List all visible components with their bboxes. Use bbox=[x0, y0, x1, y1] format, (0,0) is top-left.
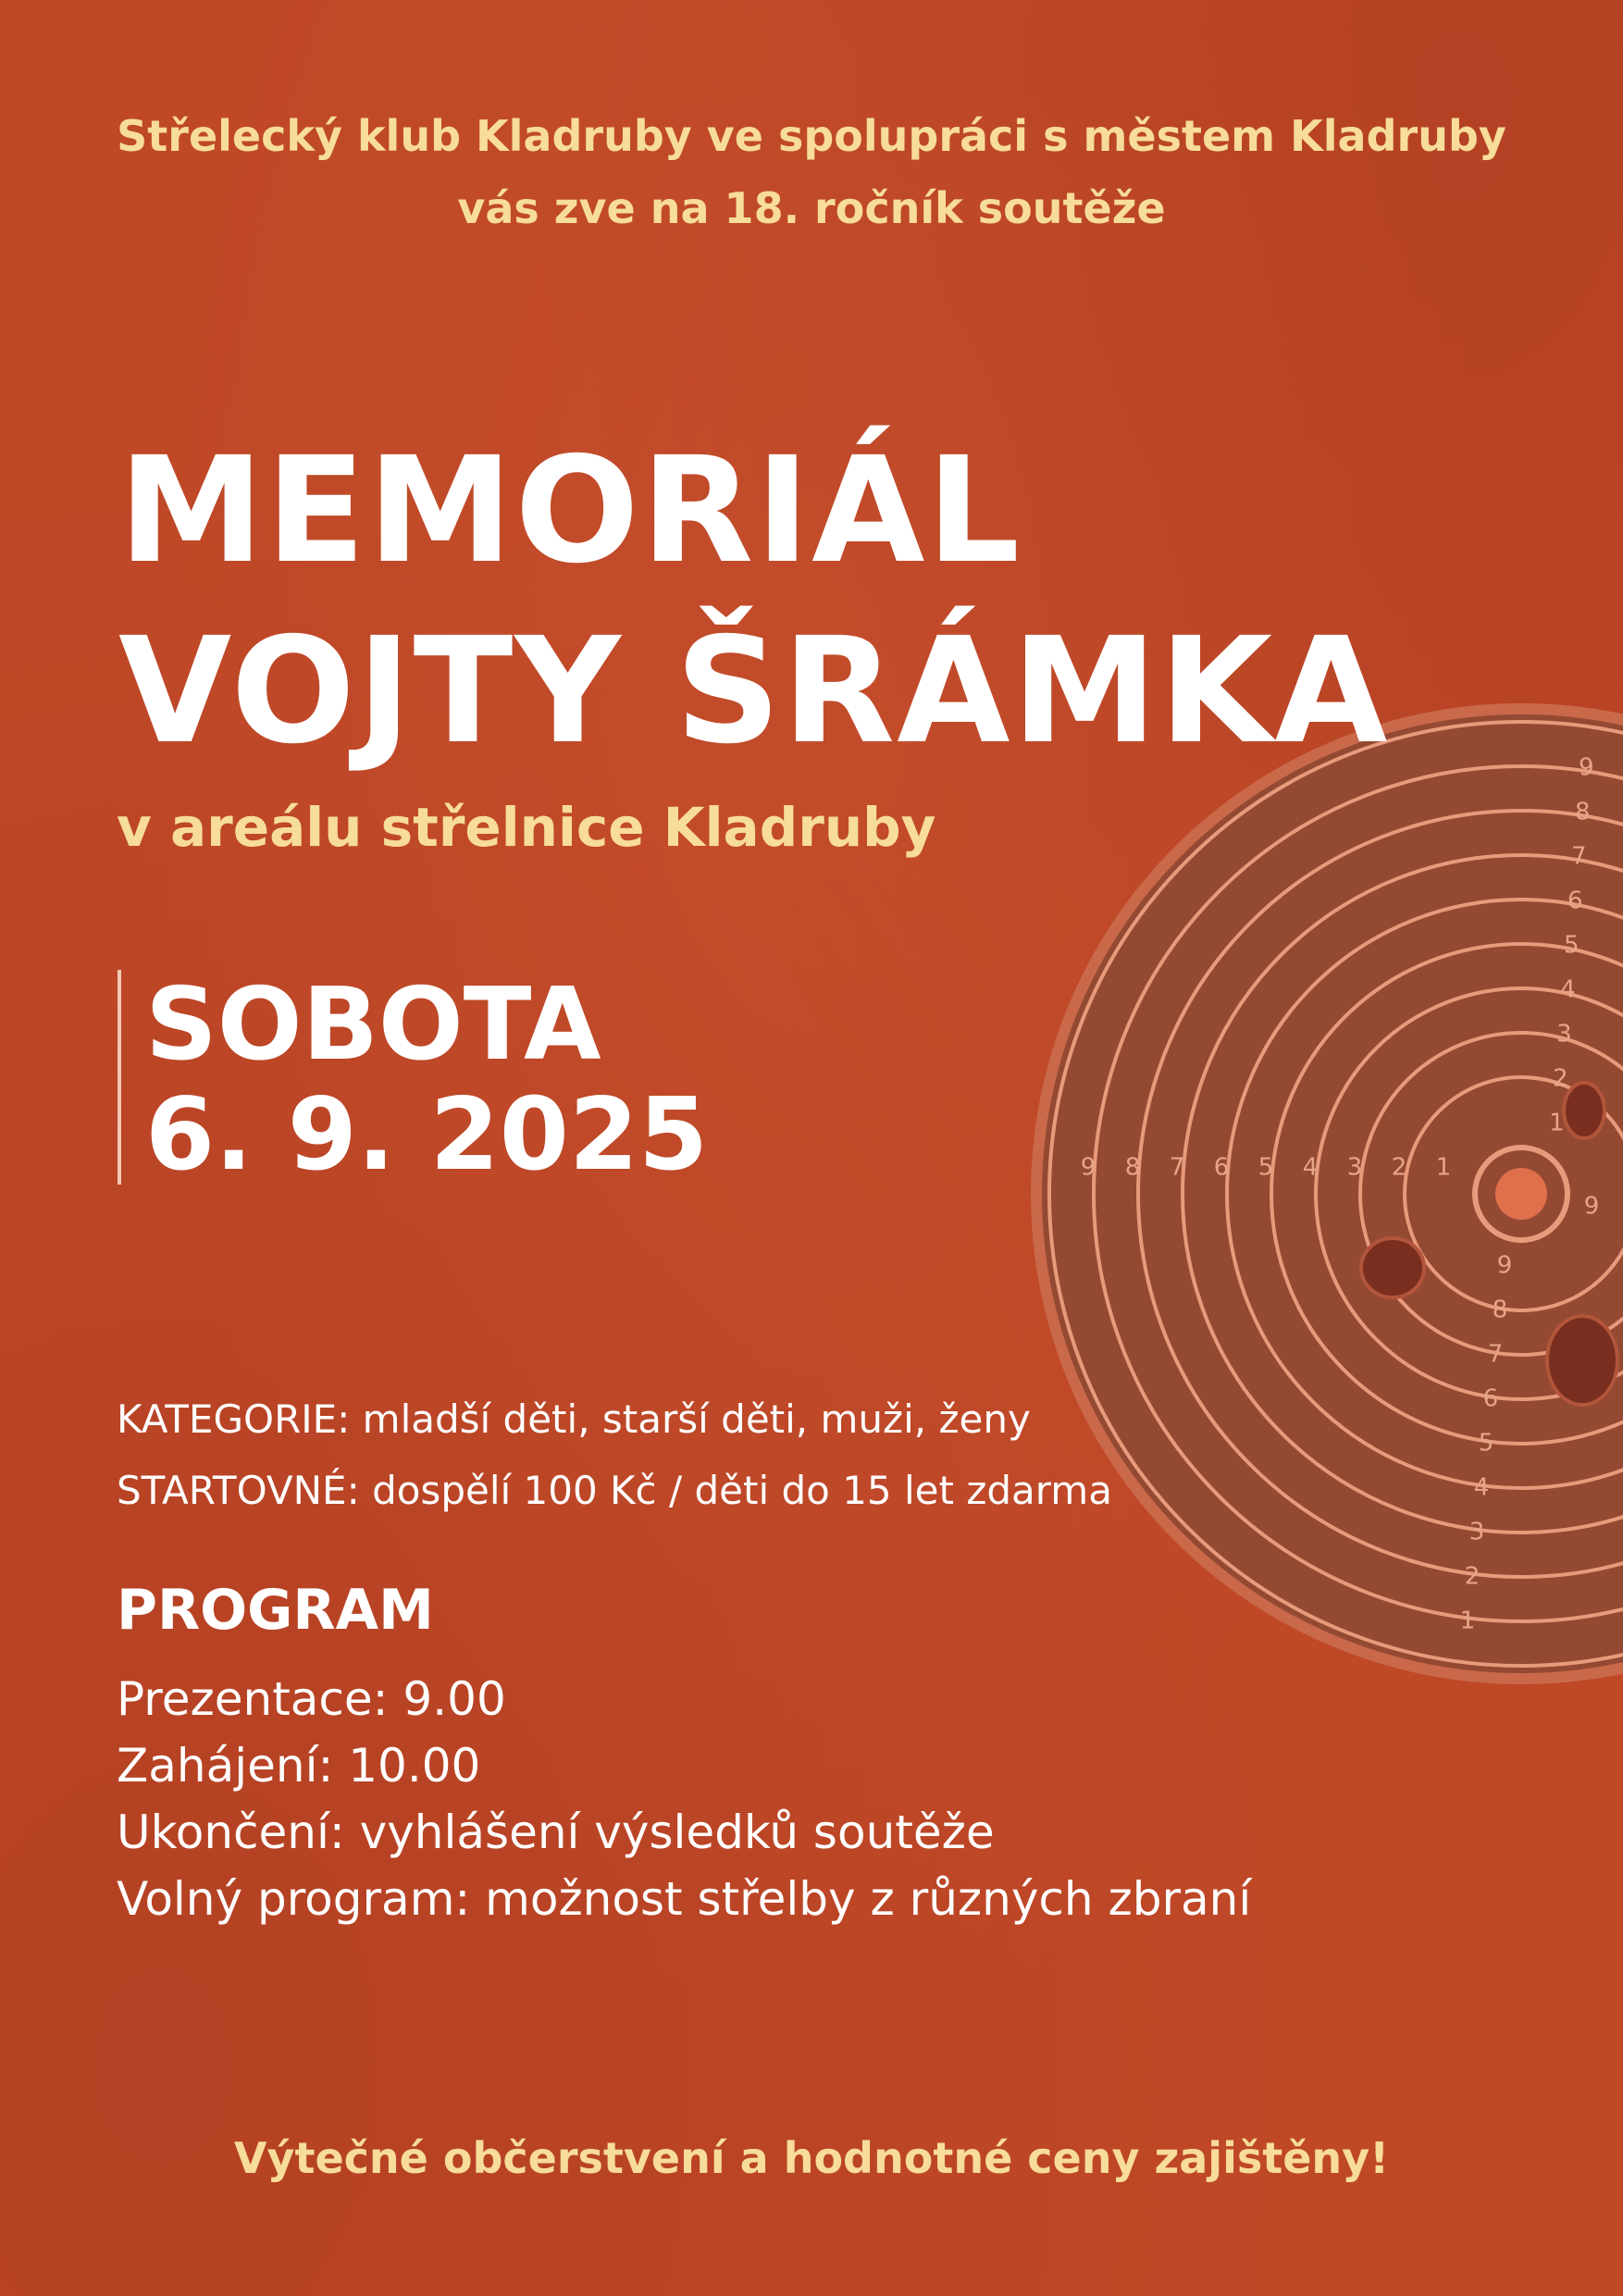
program-heading: PROGRAM bbox=[117, 1578, 434, 1643]
target-number-top: 7 bbox=[1570, 842, 1587, 871]
target-number-left: 2 bbox=[1391, 1153, 1407, 1182]
target-number-bottom: 3 bbox=[1468, 1518, 1485, 1546]
target-number-bottom: 2 bbox=[1464, 1562, 1481, 1591]
target-number-top: 3 bbox=[1556, 1020, 1572, 1049]
target-number-left: 1 bbox=[1435, 1153, 1452, 1182]
target-number-bottom: 4 bbox=[1473, 1473, 1490, 1502]
target-number-bottom: 1 bbox=[1459, 1607, 1476, 1635]
target-number-bottom: 9 bbox=[1496, 1251, 1513, 1280]
program-list bbox=[117, 1666, 1251, 1932]
target-number-top: 8 bbox=[1574, 798, 1591, 826]
event-date-block bbox=[118, 967, 709, 1193]
target-number-bottom: 7 bbox=[1487, 1340, 1504, 1369]
bullet-hole-3 bbox=[1547, 1316, 1617, 1405]
target-number-top: 6 bbox=[1567, 887, 1583, 915]
event-title-line-1: MEMORIÁL bbox=[118, 426, 1022, 596]
event-info bbox=[117, 1384, 1112, 1526]
invitation-header bbox=[0, 100, 1623, 244]
target-number-left: 5 bbox=[1258, 1153, 1274, 1182]
entry-fee-text: STARTOVNÉ: dospělí 100 Kč / děti do 15 let zdarma bbox=[117, 1468, 1112, 1513]
program-item: Zahájení: 10.00 bbox=[117, 1739, 481, 1793]
footer-note: Výtečné občerstvení a hodnotné ceny zajištěny! bbox=[233, 2133, 1390, 2183]
program-item: Volný program: možnost střelby z různých zbraní bbox=[117, 1872, 1252, 1926]
invitation-line-1: Střelecký klub Kladruby ve spolupráci s městem Kladruby bbox=[117, 111, 1506, 161]
target-number-left: 6 bbox=[1213, 1153, 1230, 1182]
target-bullseye bbox=[1495, 1168, 1547, 1220]
target-number-top: 2 bbox=[1553, 1064, 1568, 1093]
event-title-line-2: VOJTY ŠRÁMKA bbox=[118, 606, 1390, 776]
target-number-left: 3 bbox=[1346, 1153, 1363, 1182]
target-number-top: 4 bbox=[1560, 975, 1576, 1004]
target-number-top: 5 bbox=[1564, 931, 1580, 960]
target-number-left: 9 bbox=[1080, 1153, 1096, 1182]
target-number-left: 7 bbox=[1169, 1153, 1185, 1182]
target-number-right: 9 bbox=[1583, 1192, 1600, 1221]
target-number-bottom: 6 bbox=[1482, 1384, 1499, 1413]
bullet-hole-1 bbox=[1361, 1238, 1424, 1297]
target-number-top: 9 bbox=[1578, 753, 1594, 782]
event-title bbox=[118, 421, 1389, 782]
event-date: 6. 9. 2025 bbox=[145, 1077, 709, 1193]
categories-text: KATEGORIE: mladší děti, starší děti, muži, ženy bbox=[117, 1396, 1031, 1442]
target-number-left: 8 bbox=[1124, 1153, 1141, 1182]
target-number-bottom: 5 bbox=[1478, 1429, 1494, 1458]
target-number-left: 4 bbox=[1302, 1153, 1319, 1182]
program-item: Prezentace: 9.00 bbox=[117, 1672, 506, 1726]
invitation-line-2: vás zve na 18. ročník soutěže bbox=[457, 183, 1166, 233]
target-number-top: 1 bbox=[1549, 1109, 1565, 1137]
shooting-target-graphic bbox=[1027, 703, 1623, 1684]
event-venue: v areálu střelnice Kladruby bbox=[117, 796, 936, 859]
bullet-hole-2 bbox=[1564, 1083, 1604, 1138]
event-day: SOBOTA bbox=[145, 967, 601, 1083]
target-number-bottom: 8 bbox=[1492, 1296, 1508, 1324]
program-item: Ukončení: vyhlášení výsledků soutěže bbox=[117, 1806, 995, 1859]
